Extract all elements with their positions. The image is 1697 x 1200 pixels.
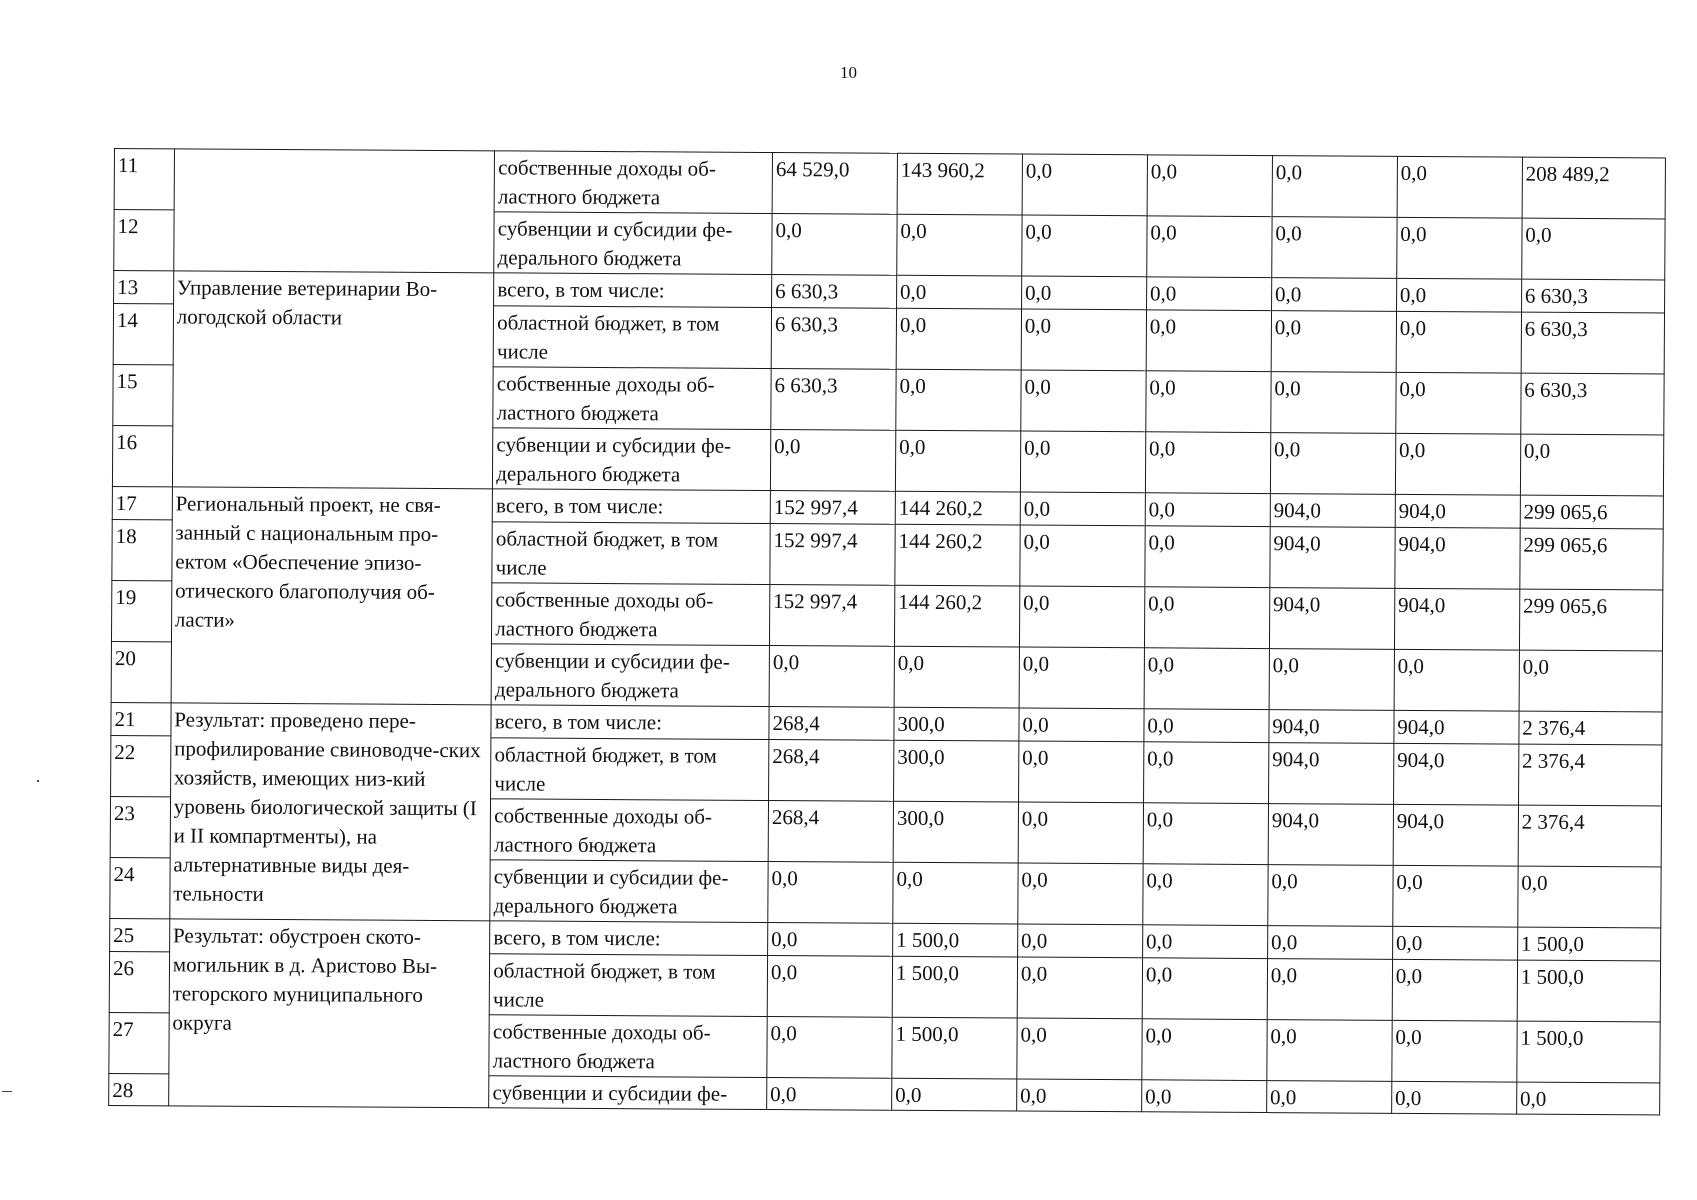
amount-cell: 0,0 <box>1145 432 1270 494</box>
amount-cell: 300,0 <box>893 740 1018 802</box>
amount-cell: 0,0 <box>1018 741 1143 803</box>
amount-cell: 0,0 <box>767 1078 892 1111</box>
amount-cell: 6 630,3 <box>771 369 896 431</box>
amount-cell: 0,0 <box>1018 802 1143 864</box>
amount-cell: 0,0 <box>1393 865 1518 927</box>
amount-cell: 6 630,3 <box>1521 312 1665 374</box>
amount-cell: 0,0 <box>1271 372 1396 434</box>
amount-cell: 299 065,6 <box>1520 528 1664 590</box>
amount-cell: 0,0 <box>1519 650 1663 712</box>
row-number: 23 <box>110 796 170 857</box>
page-number: 10 <box>840 63 857 82</box>
amount-cell: 0,0 <box>1019 708 1144 742</box>
amount-cell: 904,0 <box>1268 804 1393 866</box>
amount-cell: 0,0 <box>1022 154 1147 216</box>
funding-source-label: собственные доходы об-ластного бюджета <box>493 367 771 430</box>
funding-source-label: областной бюджет, в том числе <box>492 522 770 585</box>
amount-cell: 0,0 <box>1017 1018 1142 1080</box>
amount-cell: 904,0 <box>1394 710 1519 744</box>
amount-cell: 0,0 <box>1144 587 1269 649</box>
amount-cell: 0,0 <box>1394 649 1519 711</box>
funding-source-label: субвенции и субсидии фе-дерального бюджета <box>494 212 772 275</box>
row-number: 12 <box>114 210 174 271</box>
amount-cell: 0,0 <box>1017 924 1142 958</box>
row-number: 14 <box>113 304 173 365</box>
amount-cell: 0,0 <box>767 956 892 1018</box>
funding-source-label: собственные доходы об-ластного бюджета <box>489 1015 767 1078</box>
amount-cell: 1 500,0 <box>892 956 1017 1018</box>
amount-cell: 0,0 <box>1522 218 1666 280</box>
amount-cell: 300,0 <box>893 801 1018 863</box>
amount-cell: 0,0 <box>1267 959 1392 1021</box>
amount-cell: 0,0 <box>1271 311 1396 373</box>
amount-cell: 0,0 <box>1147 216 1272 278</box>
amount-cell: 2 376,4 <box>1518 744 1662 806</box>
amount-cell: 904,0 <box>1269 710 1394 744</box>
amount-cell: 143 960,2 <box>897 153 1022 215</box>
funding-source-label: всего, в том числе: <box>490 921 768 956</box>
amount-cell: 0,0 <box>1520 434 1664 496</box>
row-number: 26 <box>109 951 169 1012</box>
row-number: 22 <box>111 735 171 796</box>
amount-cell: 0,0 <box>893 862 1018 924</box>
amount-cell: 0,0 <box>894 646 1019 708</box>
amount-cell: 0,0 <box>1017 957 1142 1019</box>
amount-cell: 0,0 <box>1272 217 1397 279</box>
amount-cell: 0,0 <box>1142 925 1267 959</box>
amount-cell: 0,0 <box>1397 156 1522 218</box>
amount-cell: 0,0 <box>769 646 894 708</box>
amount-cell: 144 260,2 <box>895 491 1020 525</box>
amount-cell: 904,0 <box>1395 527 1520 589</box>
amount-cell: 144 260,2 <box>894 585 1019 647</box>
row-number: 17 <box>112 486 172 519</box>
amount-cell: 0,0 <box>896 369 1021 431</box>
amount-cell: 152 997,4 <box>770 491 895 525</box>
amount-cell: 0,0 <box>1143 742 1268 804</box>
amount-cell: 0,0 <box>1020 525 1145 587</box>
amount-cell: 904,0 <box>1393 804 1518 866</box>
amount-cell: 152 997,4 <box>770 524 895 586</box>
amount-cell: 0,0 <box>1146 277 1271 311</box>
row-number: 18 <box>112 519 172 580</box>
amount-cell: 0,0 <box>1395 433 1520 495</box>
row-number: 21 <box>111 702 171 735</box>
amount-cell: 0,0 <box>1396 311 1521 373</box>
funding-source-label: областной бюджет, в том числе <box>491 738 769 801</box>
amount-cell: 904,0 <box>1395 494 1520 528</box>
amount-cell: 152 997,4 <box>769 585 894 647</box>
row-number: 24 <box>110 857 170 918</box>
row-number: 19 <box>111 580 171 641</box>
amount-cell: 0,0 <box>1142 1080 1267 1113</box>
amount-cell: 0,0 <box>1397 217 1522 279</box>
amount-cell: 0,0 <box>1142 958 1267 1020</box>
amount-cell: 0,0 <box>1145 526 1270 588</box>
amount-cell: 0,0 <box>1020 431 1145 493</box>
amount-cell: 0,0 <box>896 308 1021 370</box>
amount-cell: 0,0 <box>1021 276 1146 310</box>
amount-cell: 1 500,0 <box>1517 1021 1661 1083</box>
section-title: Управление ветеринарии Во-логодской области <box>172 271 494 489</box>
amount-cell: 0,0 <box>1518 866 1662 928</box>
amount-cell: 6 630,3 <box>771 308 896 370</box>
amount-cell: 0,0 <box>1392 926 1517 960</box>
amount-cell: 0,0 <box>1272 156 1397 218</box>
amount-cell: 0,0 <box>1396 278 1521 312</box>
amount-cell: 0,0 <box>768 862 893 924</box>
amount-cell: 0,0 <box>1146 310 1271 372</box>
funding-source-label: всего, в том числе: <box>494 273 772 308</box>
funding-source-label: собственные доходы об-ластного бюджета <box>492 583 770 646</box>
row-number: 28 <box>109 1073 169 1105</box>
amount-cell: 299 065,6 <box>1519 589 1663 651</box>
amount-cell: 0,0 <box>1146 371 1271 433</box>
funding-source-label: собственные доходы об-ластного бюджета <box>490 799 768 862</box>
amount-cell: 0,0 <box>1266 1081 1391 1114</box>
row-number: 25 <box>110 918 170 951</box>
funding-source-label: областной бюджет, в том числе <box>489 954 767 1017</box>
amount-cell: 0,0 <box>896 275 1021 309</box>
amount-cell: 0,0 <box>1022 215 1147 277</box>
amount-cell: 904,0 <box>1394 588 1519 650</box>
scan-mark <box>37 780 39 782</box>
amount-cell: 0,0 <box>1516 1082 1659 1115</box>
amount-cell: 300,0 <box>894 707 1019 741</box>
amount-cell: 0,0 <box>1021 370 1146 432</box>
amount-cell: 0,0 <box>1017 1079 1142 1112</box>
amount-cell: 904,0 <box>1393 743 1518 805</box>
amount-cell: 0,0 <box>1144 648 1269 710</box>
budget-table-sheet <box>108 148 1666 1115</box>
scan-mark <box>2 1091 12 1092</box>
budget-table-body <box>109 149 1666 1115</box>
funding-source-label: субвенции и субсидии фе-дерального бюджета <box>490 860 768 923</box>
amount-cell: 0,0 <box>1020 492 1145 526</box>
amount-cell: 0,0 <box>767 1017 892 1079</box>
amount-cell: 1 500,0 <box>893 923 1018 957</box>
amount-cell: 144 260,2 <box>895 524 1020 586</box>
row-number: 16 <box>112 425 172 486</box>
amount-cell: 0,0 <box>895 430 1020 492</box>
amount-cell: 0,0 <box>1019 586 1144 648</box>
amount-cell: 0,0 <box>768 923 893 957</box>
amount-cell: 0,0 <box>1147 155 1272 217</box>
section-title: Результат: проведено пере-профилирование свиноводче-ских хозяйств, имеющих низ-кий уровень биологической защиты (I и II компартменты), на альтернативные виды дея-тельности <box>170 703 492 921</box>
amount-cell: 904,0 <box>1269 588 1394 650</box>
amount-cell: 0,0 <box>1392 959 1517 1021</box>
amount-cell: 64 529,0 <box>772 153 897 215</box>
amount-cell: 0,0 <box>1267 1020 1392 1082</box>
amount-cell: 0,0 <box>770 430 895 492</box>
amount-cell: 904,0 <box>1268 743 1393 805</box>
amount-cell: 0,0 <box>1145 493 1270 527</box>
row-number: 11 <box>114 149 174 210</box>
amount-cell: 0,0 <box>897 214 1022 276</box>
amount-cell: 0,0 <box>1268 865 1393 927</box>
amount-cell: 268,4 <box>769 707 894 741</box>
amount-cell: 904,0 <box>1270 527 1395 589</box>
section-title: Региональный проект, не свя-занный с национальным про-ектом «Обеспечение эпизо-отического благополучия об-ласти» <box>171 487 493 705</box>
amount-cell: 6 630,3 <box>772 275 897 309</box>
amount-cell: 0,0 <box>1142 1019 1267 1081</box>
amount-cell: 904,0 <box>1270 494 1395 528</box>
row-number: 15 <box>113 364 173 425</box>
amount-cell: 2 376,4 <box>1519 711 1662 745</box>
funding-source-label: субвенции и субсидии фе-дерального бюджета <box>491 644 769 707</box>
amount-cell: 0,0 <box>1392 1020 1517 1082</box>
funding-source-label: субвенции и субсидии фе-дерального бюджета <box>493 428 771 491</box>
table-row <box>114 149 1665 219</box>
funding-source-label: всего, в том числе: <box>491 705 769 740</box>
amount-cell: 2 376,4 <box>1518 805 1662 867</box>
amount-cell: 1 500,0 <box>892 1017 1017 1079</box>
row-number: 27 <box>109 1012 169 1073</box>
amount-cell: 6 630,3 <box>1521 279 1664 313</box>
amount-cell: 6 630,3 <box>1521 373 1665 435</box>
amount-cell: 268,4 <box>768 801 893 863</box>
amount-cell: 0,0 <box>1270 433 1395 495</box>
amount-cell: 1 500,0 <box>1517 927 1660 961</box>
funding-source-label: областной бюджет, в том числе <box>493 306 771 369</box>
amount-cell: 0,0 <box>1269 649 1394 711</box>
amount-cell: 0,0 <box>1391 1081 1516 1114</box>
amount-cell: 1 500,0 <box>1517 960 1661 1022</box>
amount-cell: 299 065,6 <box>1520 495 1663 529</box>
section-title <box>174 149 495 273</box>
amount-cell: 208 489,2 <box>1522 157 1666 219</box>
amount-cell: 0,0 <box>1271 278 1396 312</box>
amount-cell: 0,0 <box>1021 309 1146 371</box>
row-number: 13 <box>114 271 174 304</box>
funding-source-label: всего, в том числе: <box>492 489 770 524</box>
amount-cell: 0,0 <box>1019 647 1144 709</box>
amount-cell: 0,0 <box>1018 863 1143 925</box>
funding-source-label: субвенции и субсидии фе- <box>489 1076 767 1110</box>
amount-cell: 0,0 <box>1143 864 1268 926</box>
amount-cell: 0,0 <box>892 1078 1017 1111</box>
budget-table <box>108 148 1666 1115</box>
amount-cell: 0,0 <box>1143 803 1268 865</box>
amount-cell: 0,0 <box>1396 372 1521 434</box>
funding-source-label: собственные доходы об-ластного бюджета <box>494 151 772 214</box>
row-number: 20 <box>111 641 171 702</box>
amount-cell: 0,0 <box>1144 709 1269 743</box>
amount-cell: 0,0 <box>772 214 897 276</box>
section-title: Результат: обустроен ското-могильник в д. Аристово Вы-тегорского муниципального округа <box>168 919 490 1108</box>
amount-cell: 268,4 <box>769 740 894 802</box>
amount-cell: 0,0 <box>1267 926 1392 960</box>
